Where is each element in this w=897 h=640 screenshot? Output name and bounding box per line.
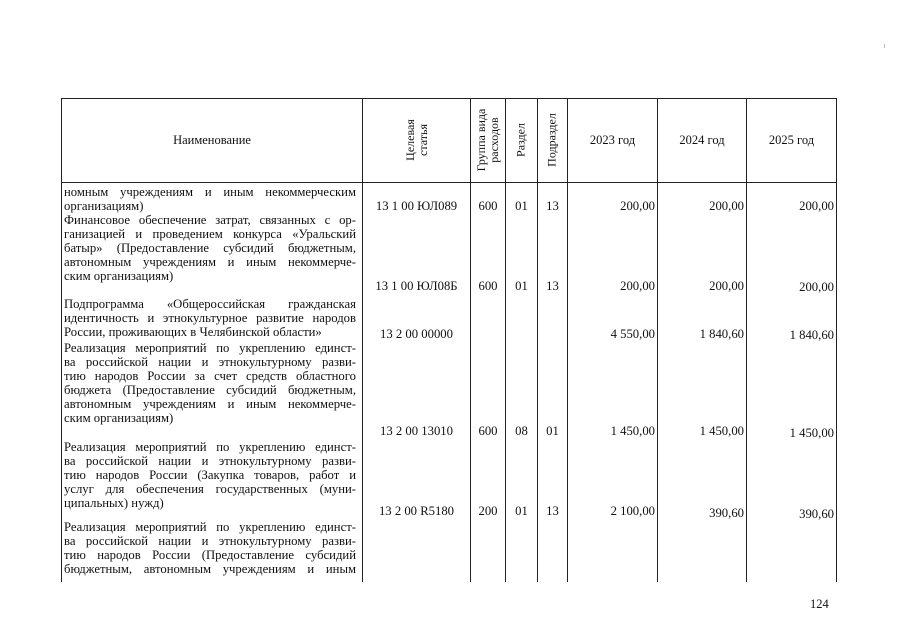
row-2025: 200,00 [799, 199, 834, 213]
row-subsection: 01 [546, 424, 559, 438]
header-section: Раздел [513, 123, 528, 157]
row-target: 13 1 00 ЮЛ08Б [375, 279, 458, 293]
row-name: Финансовое обеспечение затрат, связанных с ор- ганизацией и проведением конкурса «Уральский батыр» (Предоставление субсидий бюджетным, автономным учреждениям и иным некоммерче- ским организациям) [64, 213, 356, 284]
row-2023: 2 100,00 [610, 504, 655, 518]
row-2023: 1 450,00 [610, 424, 655, 438]
row-2025: 200,00 [799, 280, 834, 294]
row-target: 13 2 00 00000 [380, 327, 453, 341]
page-number: 124 [810, 597, 829, 611]
header-target: Целевая статья [403, 119, 430, 161]
header-group: Группа вида расходов [474, 108, 501, 172]
row-target: 13 1 00 ЮЛ089 [375, 199, 458, 213]
row-subsection: 13 [546, 504, 559, 518]
row-group: 200 [478, 504, 498, 518]
row-section: 01 [515, 279, 528, 293]
row-section: 01 [515, 504, 528, 518]
scan-mark [884, 44, 885, 48]
header-bottom-border [61, 182, 837, 183]
header-name: Наименование [173, 133, 251, 147]
row-target: 13 2 00 13010 [380, 424, 453, 438]
header-subsection: Подраздел [544, 113, 559, 167]
row-section: 01 [515, 199, 528, 213]
row-2025: 1 840,60 [789, 328, 834, 342]
header-2023: 2023 год [589, 133, 636, 147]
row-2024: 1 840,60 [699, 327, 744, 341]
row-2024: 200,00 [709, 199, 744, 213]
row-name: Реализация мероприятий по укреплению единст- ва российской нации и этнокультурному разви- тию народов России (Предоставление субсидий бюджетным, автономным учреждениям и иным [64, 520, 356, 577]
row-2023: 200,00 [620, 279, 655, 293]
row-target: 13 2 00 R5180 [378, 504, 455, 518]
row-2024: 1 450,00 [699, 424, 744, 438]
row-name: номным учреждениям и иным некоммерческим организациям) [64, 185, 356, 214]
row-2023: 200,00 [620, 199, 655, 213]
row-name: Реализация мероприятий по укреплению единст- ва российской нации и этнокультурному разви- тию народов России за счет средств областного бюджета (Предоставление субсидий бюджетным, автономным учреждениям и иным некоммерче- ским организациям) [64, 341, 356, 426]
row-group: 600 [478, 199, 498, 213]
header-2024: 2024 год [679, 133, 725, 147]
row-group: 600 [478, 424, 498, 438]
row-name: Подпрограмма «Общероссийская гражданская идентичность и этнокультурное развитие народов России, проживающих в Челябинской области» [64, 297, 356, 340]
row-name: Реализация мероприятий по укреплению единст- ва российской нации и этнокультурному разви- тию народов России (Закупка товаров, работ и услуг для обеспечения государственных (муни- ципальных) нужд) [64, 440, 356, 511]
header-2025: 2025 год [768, 133, 815, 147]
row-subsection: 13 [546, 279, 559, 293]
col-border [836, 98, 837, 582]
row-section: 08 [515, 424, 528, 438]
row-2024: 200,00 [709, 279, 744, 293]
row-2023: 4 550,00 [610, 327, 655, 341]
row-2025: 1 450,00 [789, 426, 834, 440]
row-2024: 390,60 [709, 506, 744, 520]
row-group: 600 [478, 279, 498, 293]
row-2025: 390,60 [799, 507, 834, 521]
row-subsection: 13 [546, 199, 559, 213]
